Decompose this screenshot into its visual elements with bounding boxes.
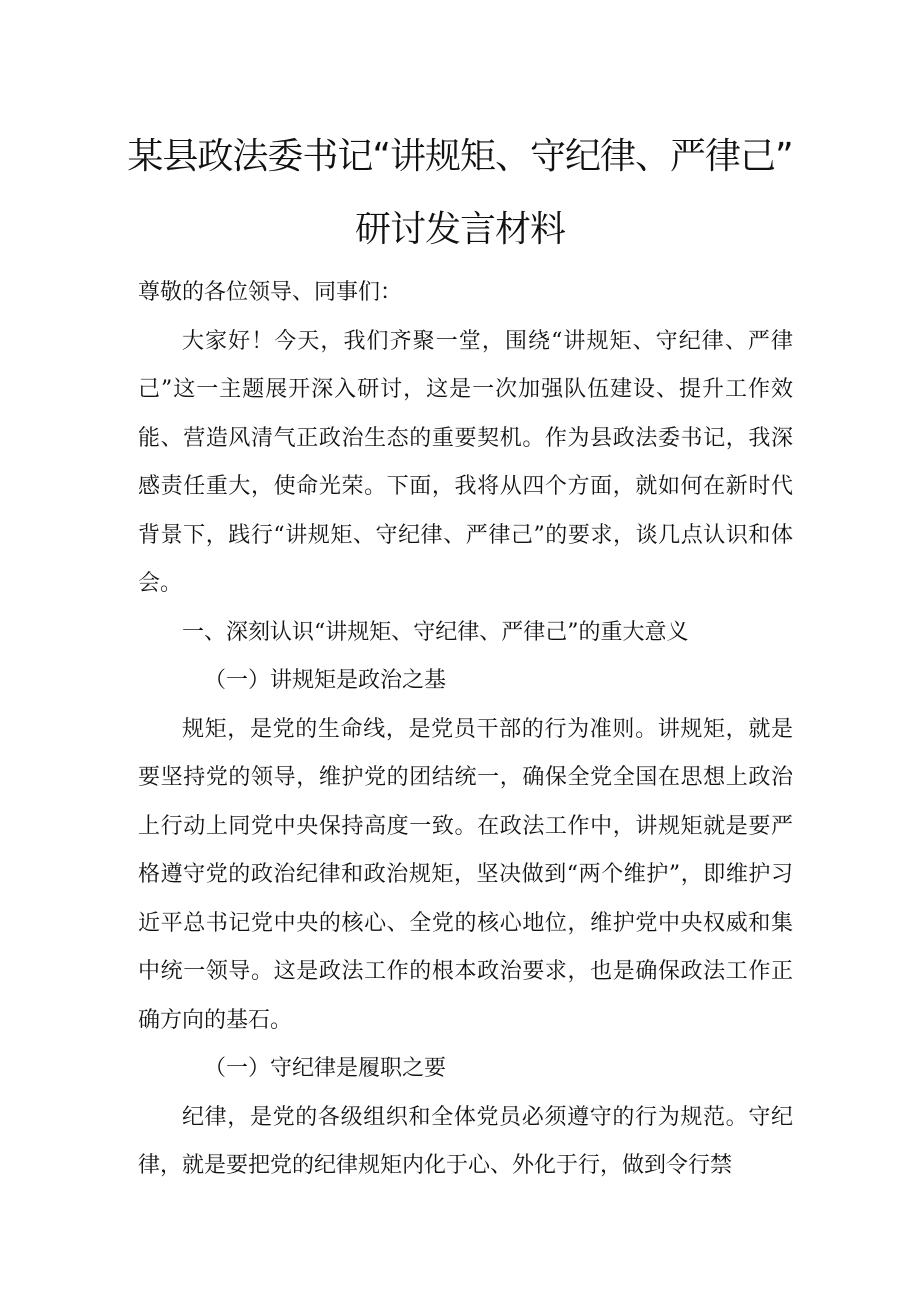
document-title-line-2: 研讨发言材料 [354,209,565,250]
intro-paragraph: 大家好！今天，我们齐聚一堂，围绕“讲规矩、守纪律、严律己”这一主题展开深入研讨，这是一次加强队伍建设、提升工作效能、营造风清气正政治生态的重要契机。作为县政法委书记，我深感责任重大，使命光荣。下面，我将从四个方面，就如何在新时代背景下，践行“讲规矩、守纪律、严律己”的要求，谈几点认识和体会。 [138,328,793,596]
subsection-1-heading: （一）讲规矩是政治之基 [204,668,447,693]
subsection-1-paragraph: 规矩，是党的生命线，是党员干部的行为准则。讲规矩，就是要坚持党的领导，维护党的团结统一，确保全党全国在思想上政治上行动上同党中央保持高度一致。在政法工作中，讲规矩就是要严格遵守党的政治纪律和政治规矩，坚决做到“两个维护”，即维护习近平总书记党中央的核心、全党的核心地位，维护党中央权威和集中统一领导。这是政法工作的根本政治要求，也是确保政法工作正确方向的基石。 [138,716,793,1033]
subsection-2-heading: （一）守纪律是履职之要 [204,1056,447,1081]
salutation: 尊敬的各位领导、同事们： [138,280,403,305]
subsection-2-paragraph: 纪律，是党的各级组织和全体党员必须遵守的行为规范。守纪律，就是要把党的纪律规矩内化于心、外化于行，做到令行禁 [138,1104,793,1178]
document-body [138,269,793,1191]
document-title-line-1: 某县政法委书记“讲规矩、守纪律、严律己” [127,136,793,177]
section-1-heading: 一、深刻认识“讲规矩、守纪律、严律己”的重大意义 [182,619,689,645]
